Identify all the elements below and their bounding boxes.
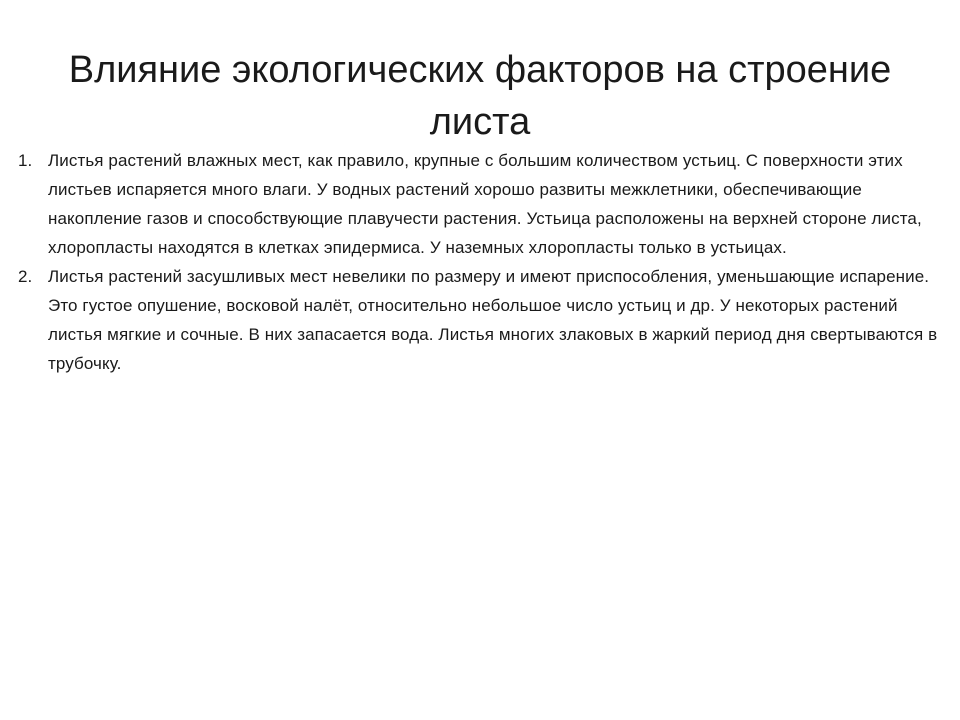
list-item-number: 2. — [18, 267, 33, 286]
list-item-text: Листья растений влажных мест, как правило, крупные с большим количеством устьиц. С поверхности этих листьев испаряется много влаги. У водных растений хорошо развиты межклетники, обеспечивающие накопление газов и способствующие плавучести растения. Устьица расположены на верхней стороне листа, хлоропласты находятся в клетках эпидермиса. У наземных хлоропласты только в устьицах. — [48, 151, 922, 257]
slide-title: Влияние экологических факторов на строение листа — [68, 49, 892, 143]
list-item-number: 1. — [18, 151, 33, 170]
content-list — [18, 146, 944, 378]
list-item — [18, 146, 944, 262]
list-item-text: Листья растений засушливых мест невелики по размеру и имеют приспособления, уменьшающие испарение. Это густое опушение, восковой налёт, относительно небольшое число устьиц и др. У некоторых растений листья мягкие и сочные. В них запасается вода. Листья многих злаковых в жаркий период дня свертываются в трубочку. — [48, 267, 938, 373]
list-item — [18, 262, 944, 378]
